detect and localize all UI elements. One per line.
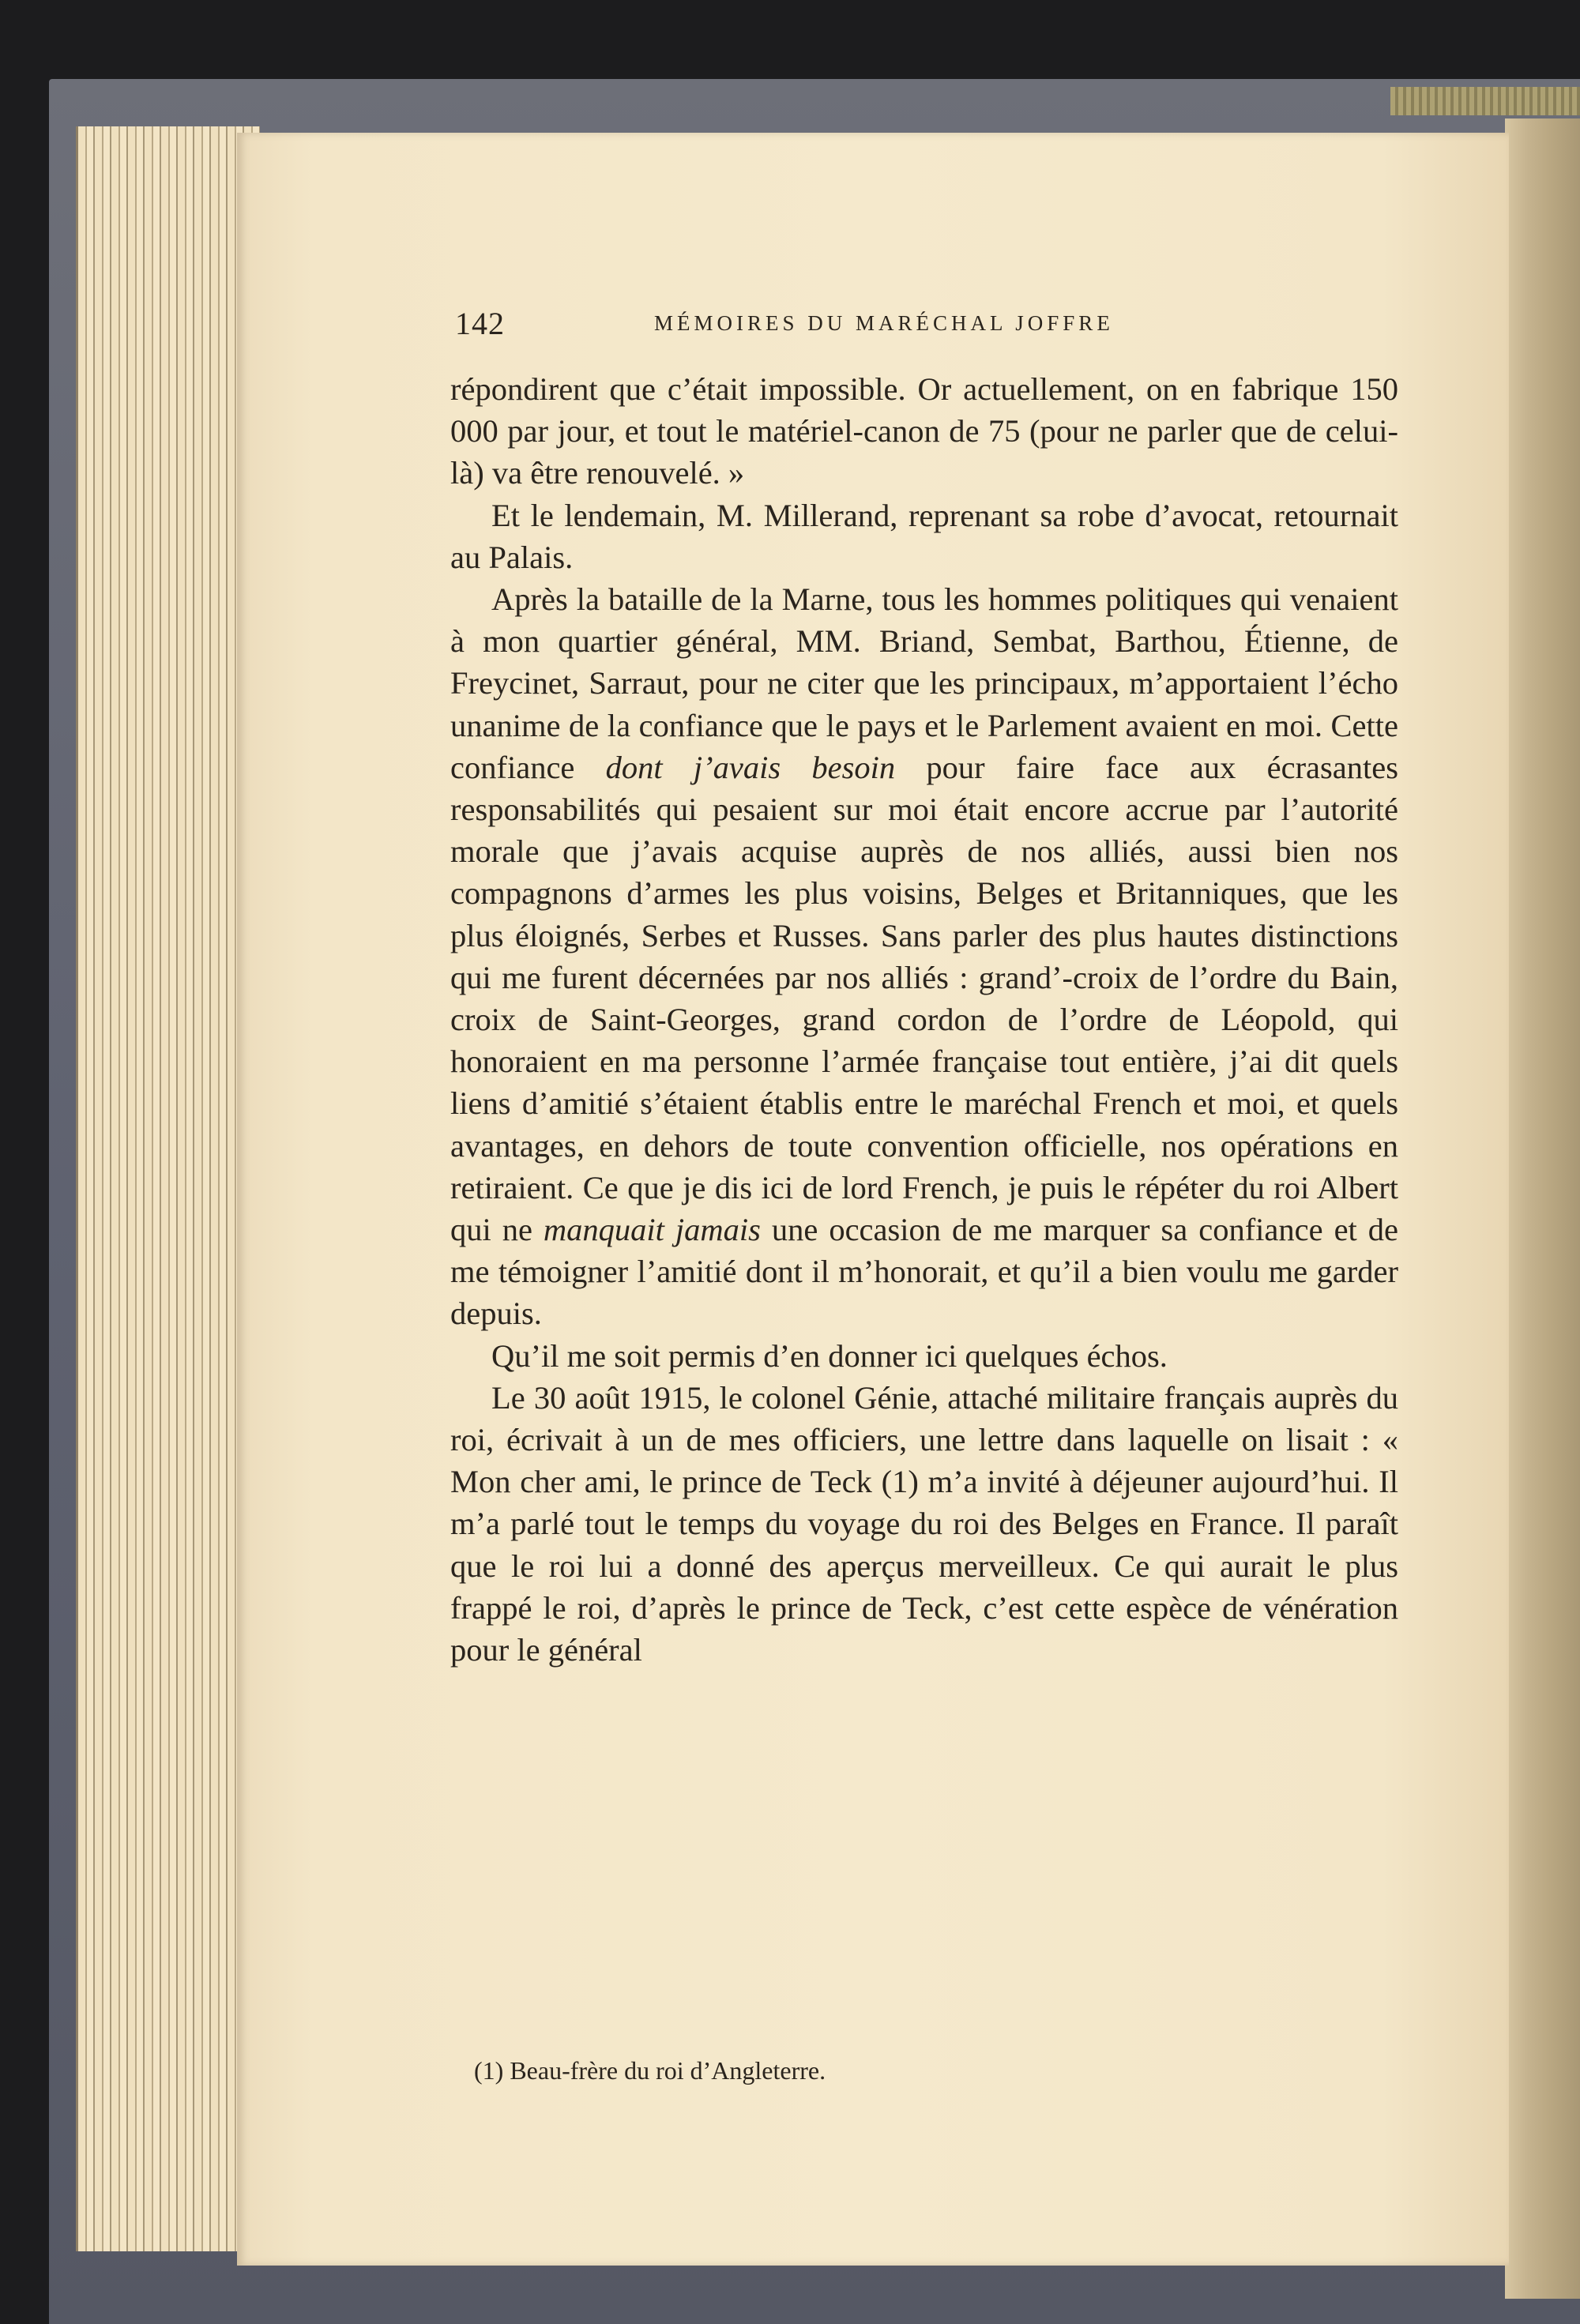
page-content [450, 305, 1580, 2085]
headband [1390, 87, 1580, 115]
running-title: MÉMOIRES DU MARÉCHAL JOFFRE [654, 311, 1114, 335]
running-head [450, 305, 1580, 368]
page-number: 142 [455, 306, 505, 341]
footnote: (1) Beau-frère du roi d’Angleterre. [474, 2056, 826, 2085]
paragraph-4: Qu’il me soit permis d’en donner ici quelques échos. [491, 1337, 1168, 1374]
body-text [450, 368, 1398, 1671]
paragraph-3-italic-1: dont j’avais besoin [605, 749, 896, 785]
book-page [237, 133, 1509, 2266]
paragraph-2: Et le lendemain, M. Millerand, reprenant sa robe d’avocat, retournait au Palais. [450, 497, 1398, 575]
paragraph-3 [450, 578, 1398, 1335]
paragraph-3-part-b: pour faire face aux écrasantes responsabilités qui pesaient sur moi était encore accrue par l’autorité morale que j’avais acquise auprès de nos alliés, aussi bien nos compagnons d’armes les plus voisins, Belges et Britanniques, que les plus éloignés, Serbes et Russes. Sans parler des plus hautes distinctions qui me furent décernées par nos alliés : grand’-croix de l’ordre du Bain, croix de Saint-Georges, grand cordon de l’ordre de Léopold, qui honoraient en ma personne l’armée française tout entière, j’ai dit quels liens d’amitié s’étaient établis entre le maréchal French et moi, et quels avantages, en dehors de toute convention officielle, nos opérations en retiraient. Ce que je dis ici de lord French, je puis le répéter du roi Albert qui ne [450, 749, 1399, 1248]
page-edges-left [76, 126, 260, 2251]
paragraph-1: répondirent que c’était impossible. Or actuellement, on en fabrique 150 000 par jour, et tout le matériel-canon de 75 (pour ne parler que de celui-là) va être renouvelé. » [450, 371, 1398, 491]
paragraph-3-part-a: Après la bataille de la Marne, tous les hommes politiques qui venaient à mon quartier général, MM. Briand, Sembat, Barthou, Étienne, de Freycinet, Sarraut, pour ne citer que les principaux, m’apportaient l’écho unanime de la confiance que le pays et le Parlement avaient en moi. Cette confiance [450, 581, 1398, 785]
paragraph-3-italic-2: manquait jamais [543, 1212, 761, 1248]
paragraph-3-part-c: une occasion de me marquer sa confiance et de me témoigner l’amitié dont il m’honorait, et qu’il a bien voulu me garder depuis. [450, 1212, 1398, 1332]
paragraph-5: Le 30 août 1915, le colonel Génie, attaché militaire français auprès du roi, écrivait à un de mes officiers, une lettre dans laquelle on lisait : « Mon cher ami, le prince de Teck (1) m’a invité à déjeuner aujourd’hui. Il m’a parlé tout le temps du voyage du roi des Belges en France. Il paraît que le roi lui a donné des aperçus merveilleux. Ce qui aurait le plus frappé le roi, d’après le prince de Teck, c’est cette espèce de vénération pour le général [450, 1379, 1398, 1668]
